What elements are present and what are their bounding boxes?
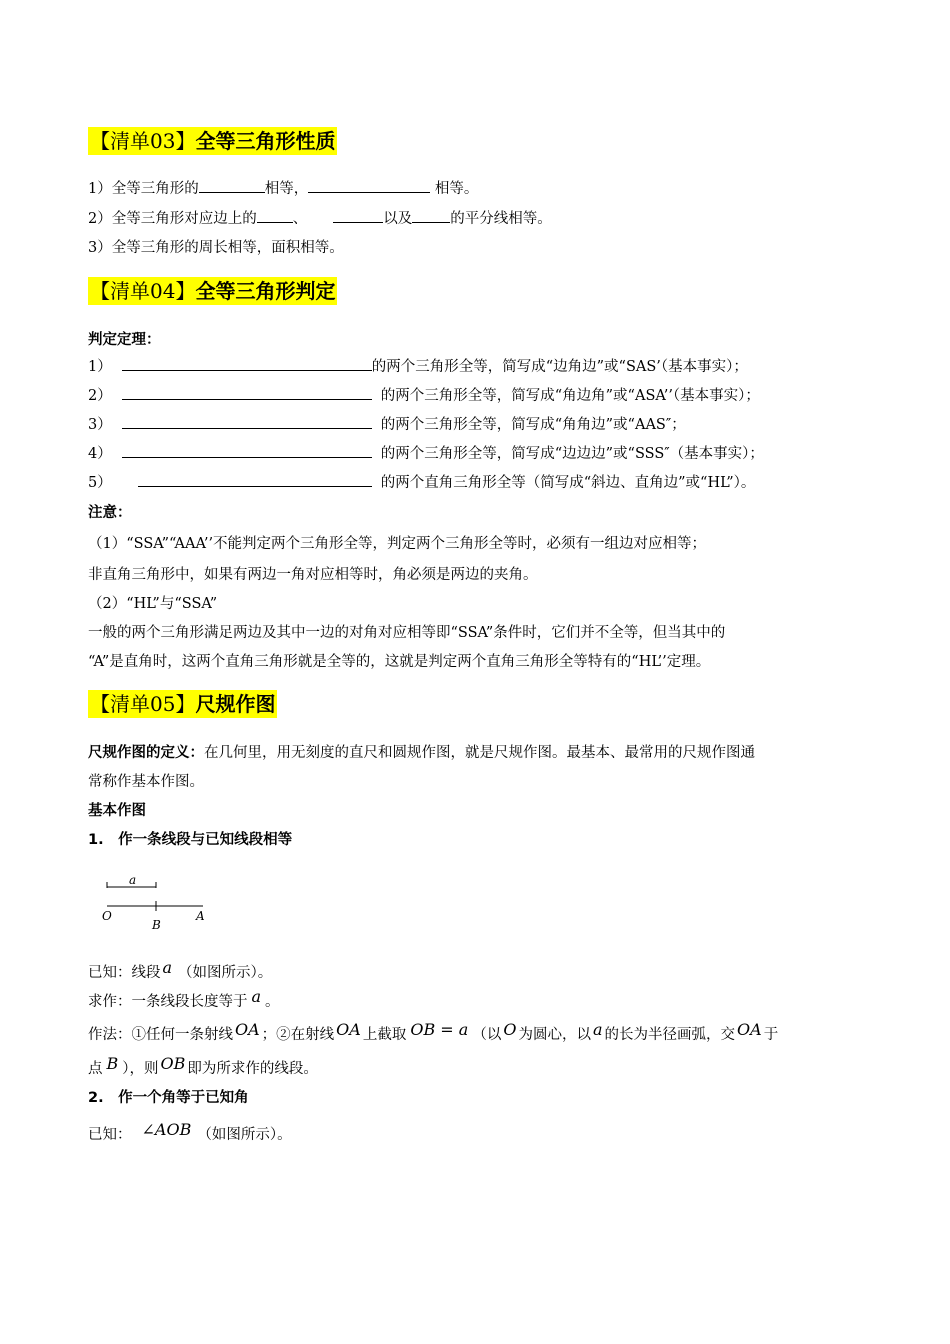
item-number: 1） [88,359,112,375]
known-1 [88,958,273,983]
item-text: 的两个三角形全等，简写成“边边边”或“SSS″（基本事实）； [380,446,764,462]
criterion-4 [88,443,764,464]
text: 点 [88,1061,103,1077]
note-heading: 注意： [88,505,132,521]
text: 相等。 [430,181,479,197]
criterion-2 [88,385,760,406]
text: 已知：线段 [88,965,161,981]
math-OA: OA [737,1020,762,1039]
item-number: 2） [88,388,112,404]
text: 已知： [88,1127,132,1143]
item-number: 5） [88,475,112,491]
method-line-2 [88,1054,318,1079]
text: 1）全等三角形的 [88,181,199,197]
fill-blank [122,356,372,371]
math-O: O [503,1020,517,1039]
note-1-cont: 非直角三角形中，如果有两边一角对应相等时，角必须是两边的夹角。 [88,567,538,583]
text: 上截取 [362,1027,407,1043]
fill-blank [138,472,372,487]
text: 的平分线相等。 [450,211,552,227]
fill-blank [122,414,372,429]
fill-blank [308,178,430,193]
math-a: a [592,1020,603,1039]
section-03-tag: 【清单03】 [90,129,196,153]
math-a: a [251,987,262,1006]
text: ），则 [122,1061,159,1077]
label-O: O [102,909,112,923]
sec03-line-1 [88,178,478,199]
section-05-tag: 【清单05】 [90,692,196,716]
text: （如图所示）。 [178,965,273,981]
section-03-title: 全等三角形性质 [195,129,336,153]
section-04-title: 全等三角形判定 [195,279,336,303]
text: （如图所示）。 [197,1127,292,1143]
criterion-1 [88,356,748,377]
fill-blank [122,443,372,458]
text: ；②在射线 [261,1027,335,1043]
section-03-heading [88,127,337,155]
math-OA: OA [336,1020,361,1039]
criterion-5 [88,472,755,493]
fill-blank [257,208,293,223]
segment-construction-figure [95,868,225,938]
text: 即为所求作的线段。 [187,1061,318,1077]
sec04-subhead: 判定定理： [88,332,161,348]
note-2-body: 一般的两个三角形满足两边及其中一边的对角对应相等即“SSA”条件时，它们并不全等，但当其中的 [88,625,726,641]
math-B: B [106,1054,119,1073]
definition-line-2: 常称作基本作图。 [88,774,204,790]
item-text: 的两个三角形全等，简写成“角角边”或“AAS″； [380,417,686,433]
text: 于 [763,1027,779,1043]
text: 为圆心，以 [518,1027,591,1043]
basic-construction-heading: 基本作图 [88,803,146,819]
math-angle-AOB: ∠AOB [141,1120,192,1139]
section-04-tag: 【清单04】 [90,279,196,303]
fill-blank [333,208,383,223]
text: 。 [265,994,280,1010]
item-text: 的两个直角三角形全等（简写成“斜边、直角边”或“HL”）。 [380,475,756,491]
known-2 [88,1120,292,1145]
sec03-line-2 [88,208,552,229]
math-OB: OB [160,1054,186,1073]
construction-2-title: 2. 作一个角等于已知角 [88,1090,249,1106]
text: 、 [292,211,308,227]
item-text: 的两个三角形全等，简写成“边角边”或“SAS’（基本事实）； [371,359,748,375]
sec03-line-3: 3）全等三角形的周长相等，面积相等。 [88,240,344,256]
text: （以 [472,1027,502,1043]
text: 相等， [264,181,309,197]
math-OA: OA [235,1020,260,1039]
note-2-body-cont: “A”是直角时，这两个直角三角形就是全等的，这就是判定两个直角三角形全等特有的“HL’’定理。 [88,654,711,670]
definition-label: 尺规作图的定义： [88,745,204,761]
text: 2）全等三角形对应边上的 [88,211,257,227]
section-05-title: 尺规作图 [195,692,276,716]
text: 在几何里，用无刻度的直尺和圆规作图，就是尺规作图。最基本、最常用的尺规作图通 [204,745,755,761]
text: 以及 [383,211,413,227]
definition-line-1 [88,743,755,763]
method-line-1 [88,1020,779,1045]
section-04-heading [88,277,337,305]
label-B: B [152,918,161,932]
text: 作法：①任何一条射线 [88,1027,233,1043]
criterion-3 [88,414,686,435]
item-number: 3） [88,417,112,433]
section-05-heading [88,690,277,718]
construction-1-title: 1. 作一条线段与已知线段相等 [88,832,293,848]
text: 的长为半径画弧，交 [604,1027,736,1043]
label-a: a [129,873,137,887]
item-text: 的两个三角形全等，简写成“角边角”或“ASA’’（基本事实）； [380,388,760,404]
note-2: （2）“HL”与“SSA” [88,596,218,612]
note-1: （1）“SSA”“AAA’’不能判定两个三角形全等，判定两个三角形全等时，必须有一组边对应相等； [88,536,707,552]
label-A: A [196,909,205,923]
math-OB-eq-a: OB = a [410,1020,469,1039]
fill-blank [199,178,265,193]
item-number: 4） [88,446,112,462]
math-a: a [162,958,173,977]
fill-blank [122,385,372,400]
fill-blank [412,208,450,223]
text: 求作：一条线段长度等于 [88,994,248,1010]
required-1 [88,987,280,1012]
